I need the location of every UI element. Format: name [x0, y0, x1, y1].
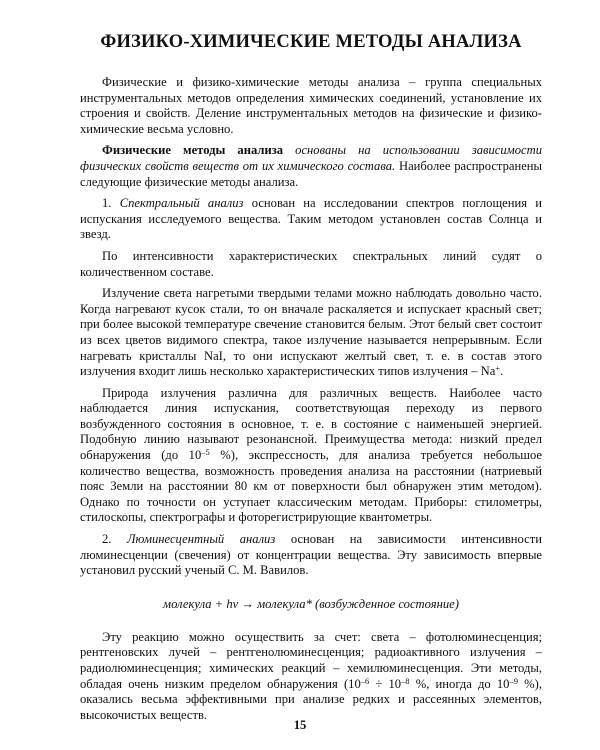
term-spectral-analysis: Спектральный анализ — [119, 196, 244, 211]
paragraph-intro: Физические и физико-химические методы анализа – группа специальных инструментальных методов определения химических соединений, установление их строения и свойств. Деление инструментальных методов на физические и физико-химические весьма условно. — [80, 75, 542, 136]
superscript-exponent-2: –8 — [401, 675, 410, 686]
paragraph-emission — [80, 286, 542, 380]
paragraph-physical-methods-rest: Наиболее распространены следующие физические методы анализа. — [80, 158, 543, 189]
reaction-formula: молекула + hν → молекула* (возбужденное состояние) — [163, 596, 459, 611]
definition-physical-methods: основаны на использовании зависимости физических свойств веществ от их химического состава. — [80, 143, 542, 173]
paragraph-resonance-b: %), экспрессность, для анализа требуется небольшое количество вещества, возможность проведения анализа на расстоянии (натриевый пояс Земли на расстоянии 80 км от поверхности был обнаружен этим методом). Однако по точности он уступает классическим методам. Приборы: стилометры, стилоскопы, спектрографы и фоторегистрирующие квантометры. — [80, 448, 542, 525]
paragraph-spectral-analysis — [80, 196, 542, 243]
superscript-exponent: –5 — [201, 447, 210, 458]
paragraph-quantitative: По интенсивности характеристических спектральных линий судят о количественном составе. — [80, 248, 542, 279]
paragraph-luminescence-types-a: Эту реакцию можно осуществить за счет: света – фотолюминесценция; рентгеновских лучей – рентгенолюминесценция; радиоактивного излучения – радиолюминесценция; химических реакций – хемилюминесценция. Эти методы, обладая очень низким пределом обнаружения (10 — [80, 629, 542, 691]
paragraph-luminescent-analysis-rest: основан на зависимости интенсивности люминесценции (свечения) от концентрации вещества. Эту зависимость впервые установил русский ученый С. М. Вавилов. — [80, 532, 542, 578]
paragraph-luminescent-analysis — [80, 532, 542, 579]
term-physical-methods: Физические методы анализа — [102, 143, 284, 158]
paragraph-physical-methods — [80, 143, 542, 190]
paragraph-emission-text: Излучение света нагретыми твердыми телами можно наблюдать довольно часто. Когда нагревают кусок стали, то он вначале раскаляется и испускает красный свет; при более высокой температуре свечение становится белым. Этот белый свет состоит из всех цветов видимого спектра, такое излучение называется непрерывным. Если нагревать кристаллы NaI, то они испускают желтый свет, т. е. в состав этого излучения входит лишь несколько характеристических типов излучения – Na — [80, 286, 542, 379]
superscript-exponent-1: –6 — [360, 675, 370, 686]
term-luminescent-analysis: Люминесцентный анализ — [127, 532, 276, 547]
item-number-1: 1. — [102, 196, 120, 211]
paragraph-luminescence-types-c: %, иногда до 10 — [409, 676, 510, 691]
paragraph-luminescence-types-d: %), оказались весьма эффективными при анализе редких и рассеянных элементов, высокочистых веществ. — [80, 676, 542, 722]
superscript-exponent-3: –9 — [509, 675, 518, 686]
paragraph-resonance — [80, 386, 542, 526]
page-title: ФИЗИКО-ХИМИЧЕСКИЕ МЕТОДЫ АНАЛИЗА — [100, 32, 522, 52]
paragraph-spectral-analysis-rest: основан на исследовании спектров поглощения и испускания исследуемого вещества. Таким методом установлен состав Солнца и звезд. — [80, 196, 543, 242]
item-number-2: 2. — [102, 532, 128, 547]
paragraph-luminescence-types-b: ÷ 10 — [369, 676, 402, 691]
paragraph-luminescence-types — [80, 630, 542, 724]
page-number: 15 — [293, 718, 307, 732]
superscript-plus: + — [495, 363, 501, 374]
paragraph-emission-end: . — [500, 364, 504, 379]
paragraph-resonance-a: Природа излучения различна для различных веществ. Наиболее часто наблюдается линия испускания, соответствующая переходу из первого возбужденного состояния в основное, т. е. в состояние с наименьшей энергией. Подобную линию называют резонансной. Преимущества метода: низкий предел обнаружения (до 10 — [80, 385, 542, 463]
